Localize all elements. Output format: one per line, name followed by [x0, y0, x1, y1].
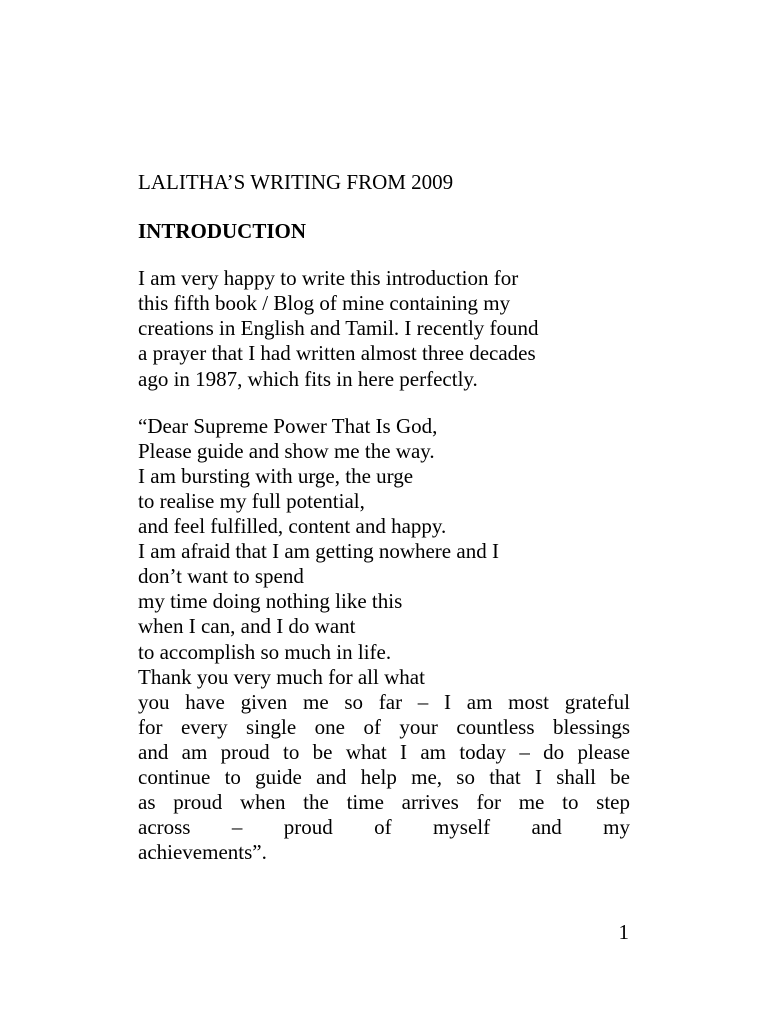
prayer-line: “Dear Supreme Power That Is God,	[138, 413, 438, 438]
prayer-line: when I can, and I do want	[138, 614, 356, 639]
prayer-line: I am afraid that I am getting nowhere and I	[138, 539, 499, 564]
prayer-justified-line: and am proud to be what I am today – do please	[138, 739, 630, 764]
prayer-line: I am bursting with urge, the urge	[138, 463, 414, 488]
prayer-line: Please guide and show me the way.	[138, 438, 435, 463]
prayer-justified-line: as proud when the time arrives for me to step	[138, 790, 630, 815]
prayer-line: Thank you very much for all what	[138, 664, 425, 689]
prayer-justified-line: you have given me so far – I am most grateful	[138, 689, 630, 714]
prayer-last-line: achievements”.	[138, 840, 267, 865]
prayer-justified-line: continue to guide and help me, so that I shall be	[138, 764, 630, 789]
prayer-justified-line: for every single one of your countless blessings	[138, 714, 630, 739]
prayer-paragraph	[138, 414, 630, 866]
intro-line: a prayer that I had written almost three decades	[138, 341, 536, 366]
page-number: 1	[618, 920, 629, 944]
prayer-line: to realise my full potential,	[138, 488, 365, 513]
page-content	[138, 170, 630, 865]
section-heading: INTRODUCTION	[138, 219, 307, 244]
intro-line: I am very happy to write this introduction for	[138, 266, 519, 291]
prayer-line: to accomplish so much in life.	[138, 639, 392, 664]
document-title: LALITHA’S WRITING FROM 2009	[138, 170, 454, 194]
prayer-line: my time doing nothing like this	[138, 589, 403, 614]
intro-line: this fifth book / Blog of mine containing my	[138, 291, 511, 316]
intro-line: creations in English and Tamil. I recently found	[138, 316, 539, 341]
prayer-line: don’t want to spend	[138, 564, 304, 589]
prayer-justified-line: across – proud of myself and my	[138, 815, 630, 840]
intro-paragraph	[138, 266, 630, 391]
prayer-line: and feel fulfilled, content and happy.	[138, 514, 447, 539]
intro-line: ago in 1987, which fits in here perfectly.	[138, 366, 478, 391]
